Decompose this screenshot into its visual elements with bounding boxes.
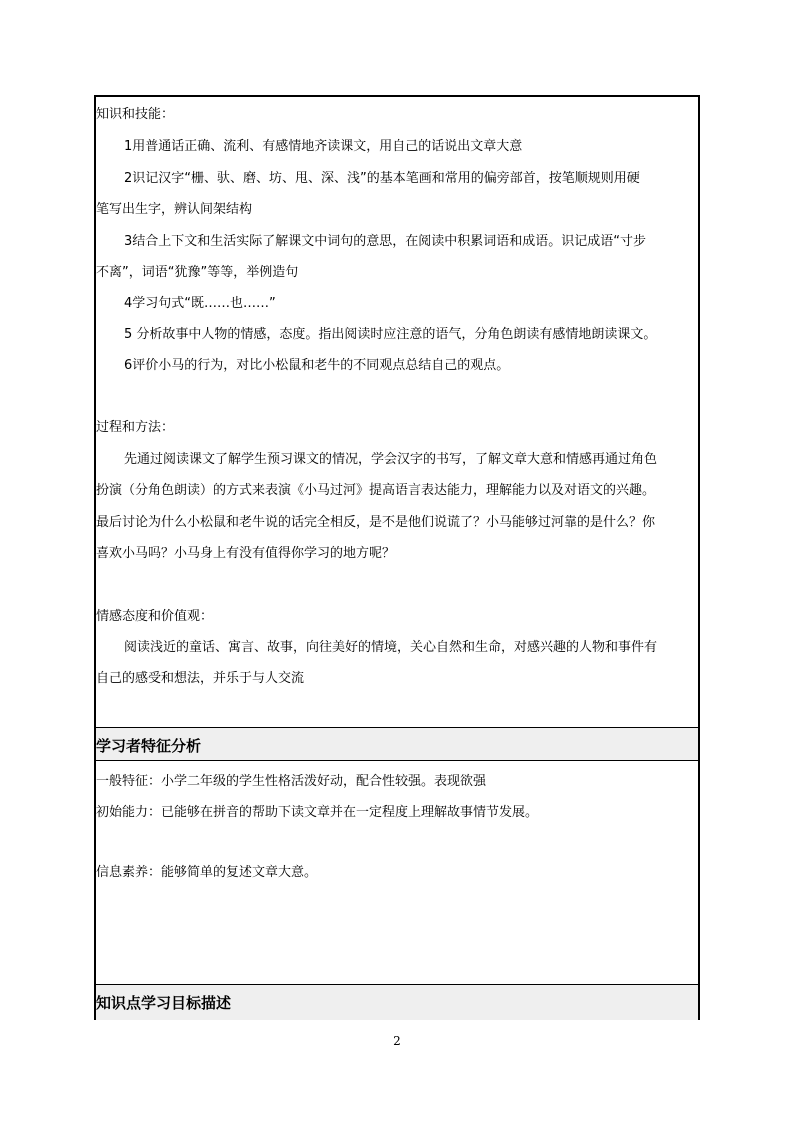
knowledge-item-2-cont: 笔写出生字，辨认间架结构 (96, 202, 253, 217)
emotion-line-1: 阅读浅近的童话、寓言、故事，向往美好的情境，关心自然和生命，对感兴趣的人物和事件有 (124, 640, 658, 655)
process-method-heading: 过程和方法： (96, 420, 175, 435)
page-number: 2 (393, 1034, 401, 1048)
learner-analysis-header (96, 727, 698, 761)
initial-ability: 初始能力：已能够在拼音的帮助下读文章并在一定程度上理解故事情节发展。 (96, 805, 539, 820)
emotion-values-heading: 情感态度和价值观： (96, 609, 214, 624)
learner-analysis-title: 学习者特征分析 (96, 737, 202, 755)
knowledge-item-5: 5 分析故事中人物的情感，态度。指出阅读时应注意的语气，分角色朗读有感情地朗读课文。 (124, 327, 657, 342)
teaching-objectives-cell (96, 97, 698, 727)
process-line-4: 喜欢小马吗？小马身上有没有值得你学习的地方呢？ (96, 546, 396, 561)
knowledge-point-header (96, 984, 698, 1020)
knowledge-point-title: 知识点学习目标描述 (96, 994, 232, 1012)
knowledge-skills-heading: 知识和技能： (96, 107, 175, 122)
process-line-3: 最后讨论为什么小松鼠和老牛说的话完全相反，是不是他们说谎了？小马能够过河靠的是什么？你 (96, 515, 656, 530)
knowledge-item-3: 3结合上下文和生活实际了解课文中词句的意思，在阅读中积累词语和成语。识记成语“寸步 (124, 234, 647, 249)
process-line-1: 先通过阅读课文了解学生预习课文的情况，学会汉字的书写，了解文章大意和情感再通过角色 (124, 452, 658, 467)
process-line-2: 扮演（分角色朗读）的方式来表演《小马过河》提高语言表达能力，理解能力以及对语文的兴趣。 (96, 483, 656, 498)
knowledge-item-6: 6评价小马的行为，对比小松鼠和老牛的不同观点总结自己的观点。 (124, 358, 510, 373)
information-literacy: 信息素养：能够简单的复述文章大意。 (96, 865, 318, 880)
knowledge-item-1: 1用普通话正确、流利、有感情地齐读课文，用自己的话说出文章大意 (124, 139, 523, 154)
emotion-line-2: 自己的感受和想法，并乐于与人交流 (96, 671, 305, 686)
knowledge-item-3-cont: 不离”，词语“犹豫”等等，举例造句 (96, 265, 299, 280)
lesson-plan-table (94, 95, 700, 1020)
knowledge-item-4: 4学习句式“既……也……” (124, 296, 276, 311)
knowledge-item-2: 2识记汉字“栅、驮、磨、坊、甩、深、浅”的基本笔画和常用的偏旁部首，按笔顺规则用硬 (124, 171, 640, 186)
general-characteristics: 一般特征：小学二年级的学生性格活泼好动，配合性较强。表现欲强 (96, 774, 487, 789)
